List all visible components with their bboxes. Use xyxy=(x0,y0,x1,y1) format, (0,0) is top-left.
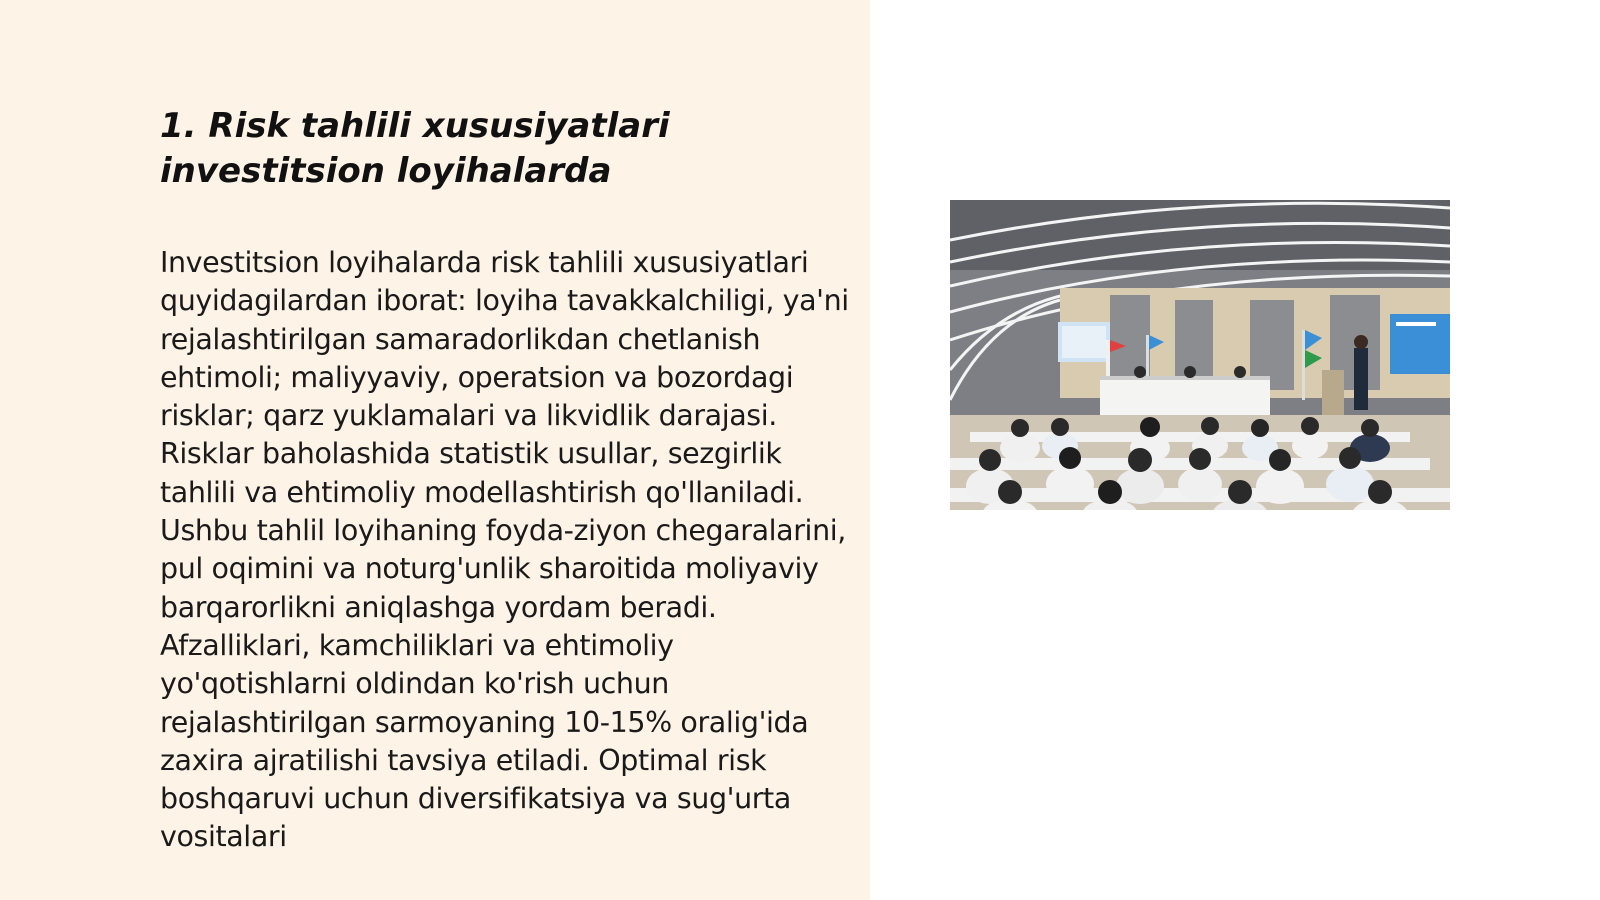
slide-body-text: Investitsion loyihalarda risk tahlili xususiyatlari quyidagilardan iborat: loyiha tavakkalchiligi, ya'ni rejalashtirilgan samaradorlikdan chetlanish ehtimoli; maliyyaviy, operatsion va bozordagi risklar; qarz yuklamalari va likvidlik darajasi. Risklar baholashida statistik usullar, sezgirlik tahlili va ehtimoliy modellashtirish qo'llaniladi. Ushbu tahlil loyihaning foyda-ziyon chegaralarini, pul oqimini va noturg'unlik sharoitida moliyaviy barqarorlikni aniqlashga yordam beradi. Afzalliklari, kamchiliklari va ehtimoliy yo'qotishlarni oldindan ko'rish uchun rejalashtirilgan sarmoyaning 10-15% oralig'ida zaxira ajratilishi tavsiya etiladi. Optimal risk boshqaruvi uchun diversifikatsiya va sug'urta vositalari xyxy=(160,246,849,854)
slide-title: 1. Risk tahlili xususiyatlari investitsion loyihalarda xyxy=(160,106,670,191)
conference-hall-illustration xyxy=(950,200,1450,510)
conference-hall-photo xyxy=(950,200,1450,510)
